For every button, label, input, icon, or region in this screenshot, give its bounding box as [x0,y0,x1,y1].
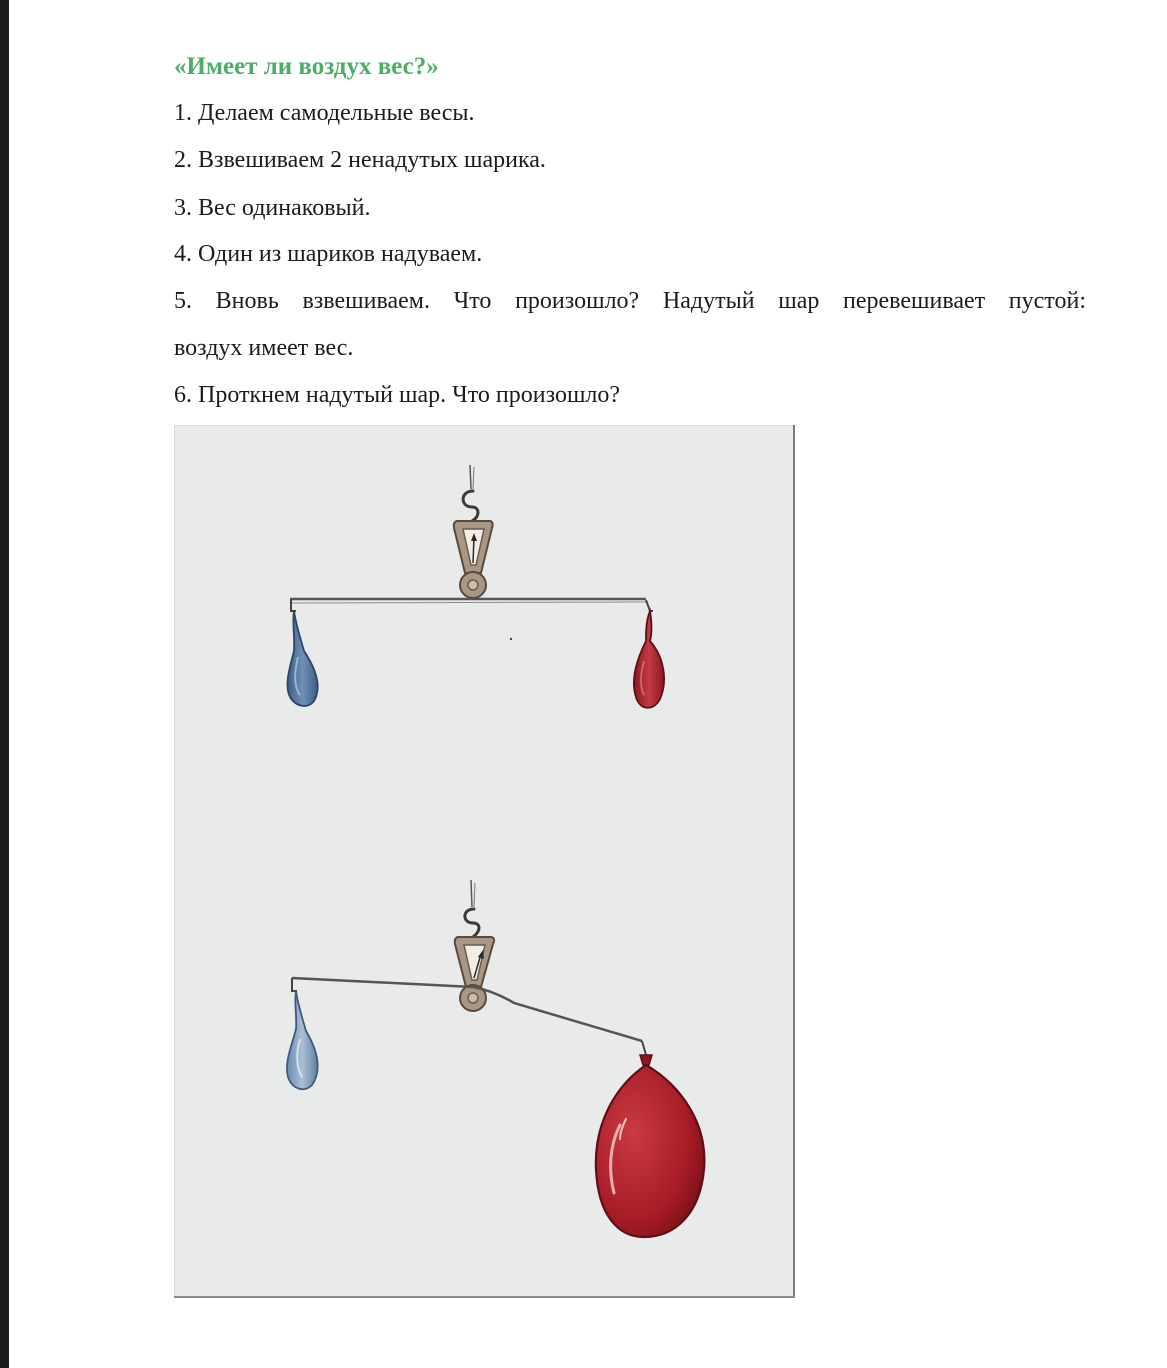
step-2: 2. Взвешиваем 2 ненадутых шарика. [174,147,546,173]
step-6: 6. Проткнем надутый шар. Что произошло? [174,382,621,408]
step-5-continuation: воздух имеет вес. [174,335,354,361]
left-edge-bar [0,0,9,1368]
balance-scale-illustration [174,425,795,1298]
step-4: 4. Один из шариков надуваем. [174,241,483,267]
step-5: 5. Вновь взвешиваем. Что произошло? Надутый шар перевешивает пустой: [174,288,1086,314]
step-3: 3. Вес одинаковый. [174,195,371,221]
step-1: 1. Делаем самодельные весы. [174,100,475,126]
experiment-title: «Имеет ли воздух вес?» [174,53,439,80]
